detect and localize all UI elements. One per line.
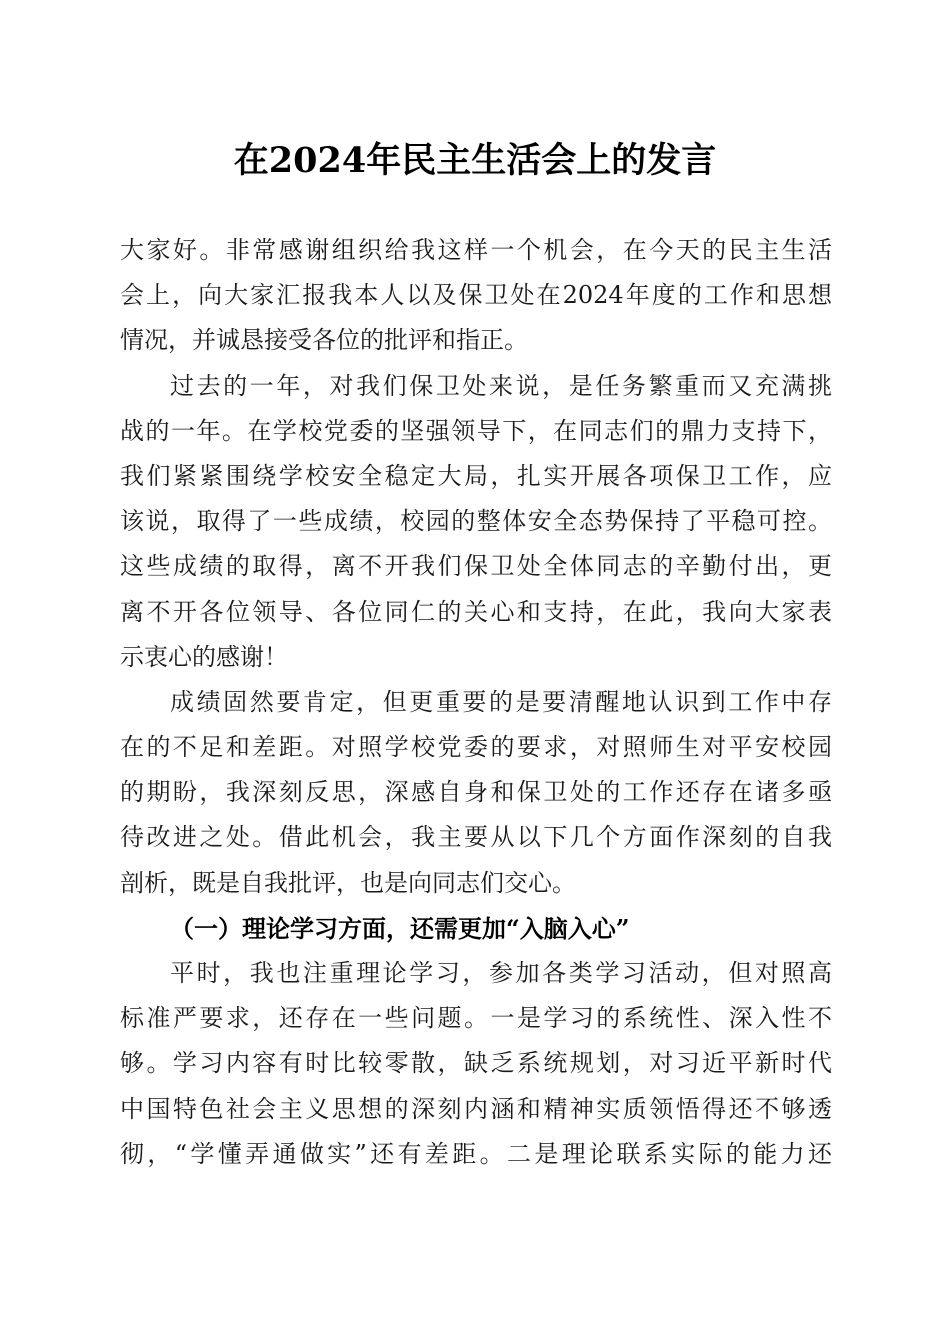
document-body — [120, 228, 832, 1177]
text-line: 过去的一年，对我们保卫处来说，是任务繁重而又充满挑 — [170, 371, 832, 400]
text-line: 会上，向大家汇报我本人以及保卫处在2024年度的工作和思想 — [120, 281, 832, 310]
text-line: 成绩固然要肯定，但更重要的是要清醒地认识到工作中存 — [170, 687, 832, 716]
text-line: 标准严要求，还存在一些问题。一是学习的系统性、深入性不 — [120, 1004, 832, 1033]
text-line: 中国特色社会主义思想的深刻内涵和精神实质领悟得还不够透 — [120, 1094, 832, 1123]
document-title: 在2024年民主生活会上的发言 — [233, 140, 717, 181]
section-heading: （一）理论学习方面，还需更加“入脑入心” — [170, 913, 630, 943]
text-line: 战的一年。在学校党委的坚强领导下，在同志们的鼎力支持下， — [120, 416, 832, 445]
text-line: 情况，并诚恳接受各位的批评和指正。 — [120, 326, 528, 355]
text-line: 该说，取得了一些成绩，校园的整体安全态势保持了平稳可控。 — [120, 507, 832, 536]
text-line: 彻，“学懂弄通做实”还有差距。二是理论联系实际的能力还 — [120, 1139, 832, 1168]
paragraph-theory-study — [120, 951, 832, 1177]
text-line: 大家好。非常感谢组织给我这样一个机会，在今天的民主生活 — [120, 236, 832, 264]
paragraph-reflection — [120, 680, 832, 906]
text-line: 这些成绩的取得，离不开我们保卫处全体同志的辛勤付出，更 — [120, 552, 832, 581]
text-line: 平时，我也注重理论学习，参加各类学习活动，但对照高 — [170, 959, 832, 987]
text-line: 剖析，既是自我批评，也是向同志们交心。 — [120, 868, 576, 897]
text-line: 离不开各位领导、各位同仁的关心和支持，在此，我向大家表 — [120, 597, 832, 626]
text-line: 示衷心的感谢！ — [120, 642, 288, 671]
text-line: 我们紧紧围绕学校安全稳定大局，扎实开展各项保卫工作，应 — [120, 461, 832, 490]
text-line: 在的不足和差距。对照学校党委的要求，对照师生对平安校园 — [120, 733, 832, 762]
text-line: 待改进之处。借此机会，我主要从以下几个方面作深刻的自我 — [120, 823, 832, 852]
paragraph-greeting — [120, 228, 832, 364]
paragraph-review — [120, 364, 832, 680]
text-line: 够。学习内容有时比较零散，缺乏系统规划，对习近平新时代 — [120, 1049, 832, 1078]
text-line: 的期盼，我深刻反思，深感自身和保卫处的工作还存在诸多亟 — [120, 778, 832, 807]
